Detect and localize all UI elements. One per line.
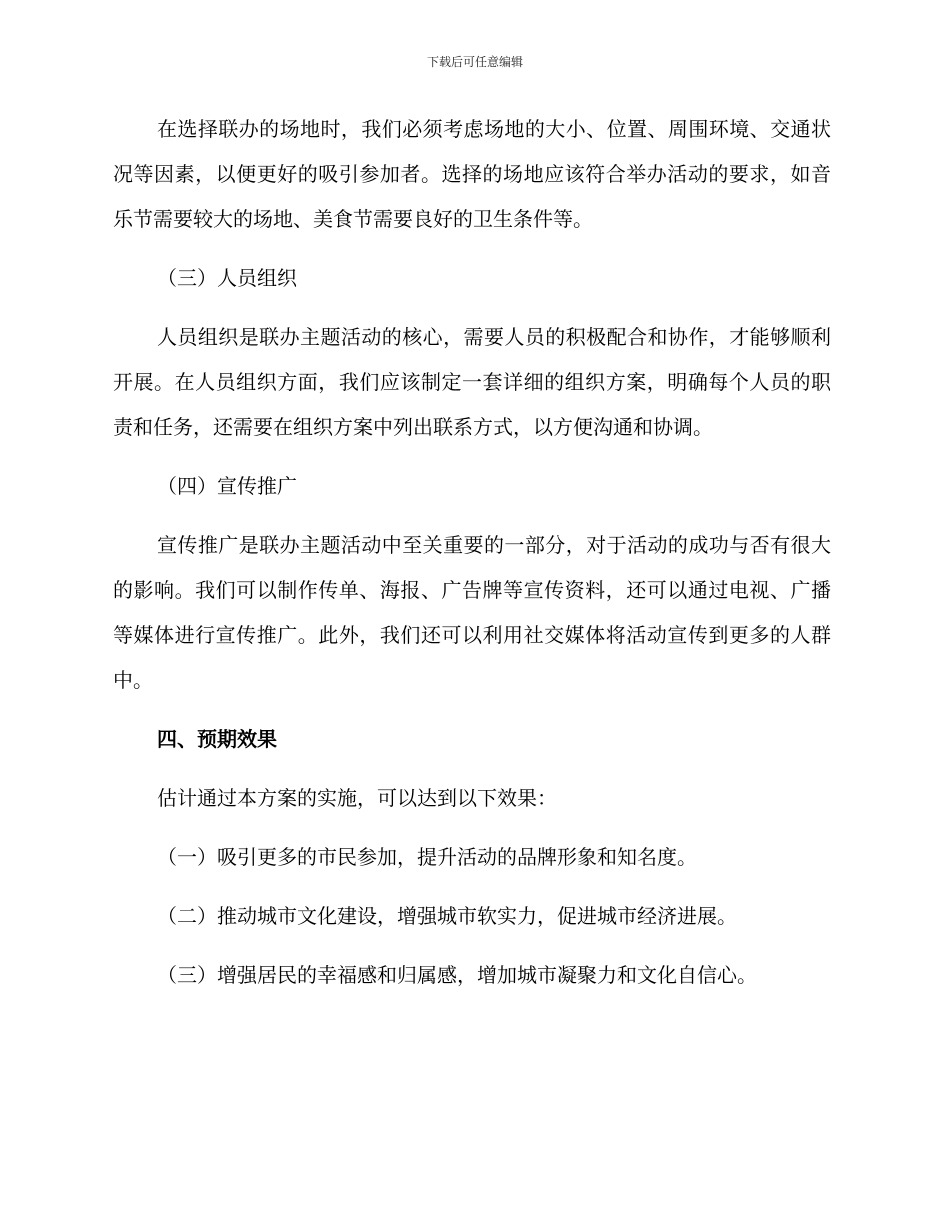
spacer bbox=[113, 509, 831, 523]
effects-item-1: （一）吸引更多的市民参加，提升活动的品牌形象和知名度。 bbox=[157, 845, 697, 869]
spacer bbox=[113, 939, 831, 953]
spacer bbox=[113, 880, 831, 894]
document-body bbox=[113, 107, 831, 998]
promo-paragraph: 宣传推广是联办主题活动中至关重要的一部分，对于活动的成功与否有很大的影响。我们可以制作传单、海报、广告牌等宣传资料，还可以通过电视、广播等媒体进行宣传推广。此外，我们还可以利用社交媒体将活动宣传到更多的人群中。 bbox=[113, 533, 831, 692]
effects-item-3: （三）增强居民的幸福感和归属感，增加城市凝聚力和文化自信心。 bbox=[157, 963, 757, 987]
spacer bbox=[113, 821, 831, 835]
promo-heading: （四）宣传推广 bbox=[157, 474, 297, 498]
spacer bbox=[113, 762, 831, 776]
page-header-note: 下载后可任意编辑 bbox=[426, 55, 523, 69]
staff-heading: （三）人员组织 bbox=[157, 266, 297, 290]
staff-paragraph: 人员组织是联办主题活动的核心，需要人员的积极配合和协作，才能够顺利开展。在人员组织方面，我们应该制定一套详细的组织方案，明确每个人员的职责和任务，还需要在组织方案中列出联系方式，以方便沟通和协调。 bbox=[113, 325, 831, 439]
spacer bbox=[113, 301, 831, 315]
spacer bbox=[113, 242, 831, 256]
venue-paragraph: 在选择联办的场地时，我们必须考虑场地的大小、位置、周围环境、交通状况等因素，以便更好的吸引参加者。选择的场地应该符合举办活动的要求，如音乐节需要较大的场地、美食节需要良好的卫生条件等。 bbox=[113, 117, 831, 231]
effects-intro: 估计通过本方案的实施，可以达到以下效果： bbox=[157, 786, 557, 810]
effects-item-2: （二）推动城市文化建设，增强城市软实力，促进城市经济进展。 bbox=[157, 904, 737, 928]
effects-heading: 四、预期效果 bbox=[157, 727, 277, 751]
spacer bbox=[113, 450, 831, 464]
spacer bbox=[113, 703, 831, 717]
